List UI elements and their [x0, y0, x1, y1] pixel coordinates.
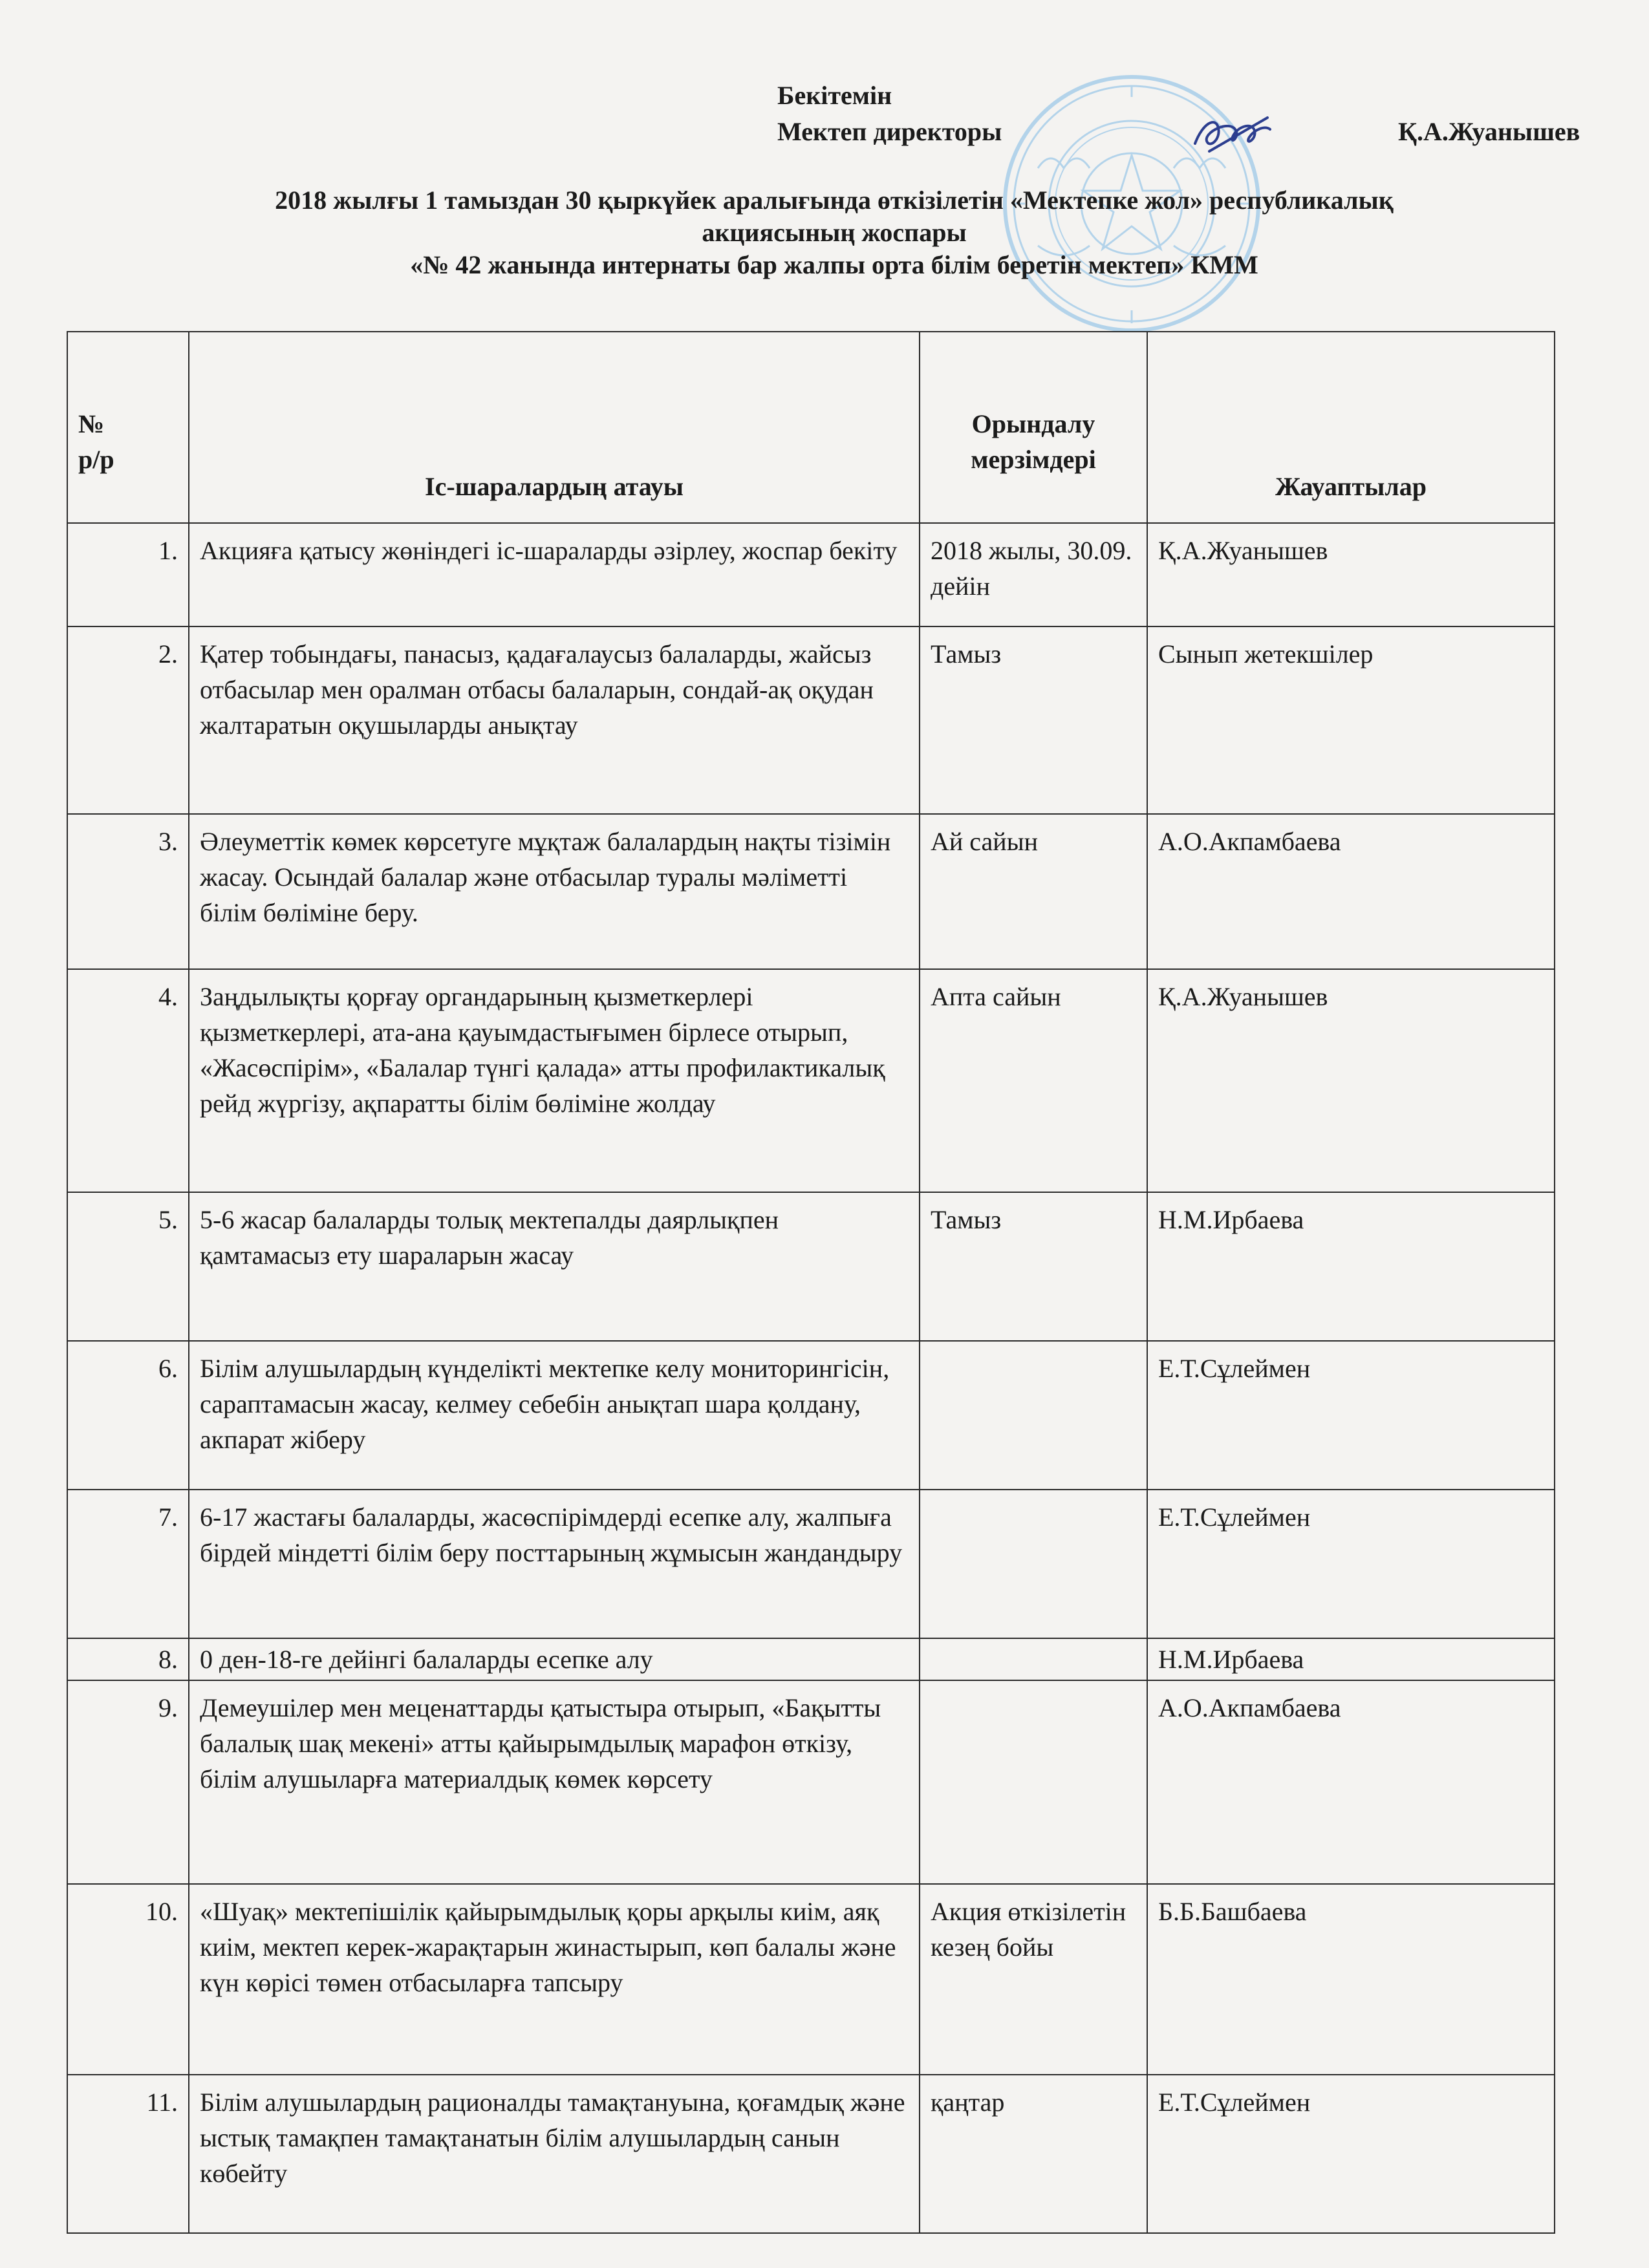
table-row: [67, 1680, 1555, 1884]
header-deadline: [920, 332, 1147, 523]
row-number: 8.: [67, 1638, 189, 1680]
row-deadline: қаңтар: [920, 2075, 1147, 2233]
row-deadline: [920, 1341, 1147, 1490]
row-number: 4.: [67, 969, 189, 1192]
header-deadline-line-2: мерзімдері: [971, 445, 1096, 474]
director-name: Қ.А.Жуанышев: [1398, 117, 1580, 146]
row-number: 2.: [67, 626, 189, 814]
row-event-name: Демеушілер мен меценаттарды қатыстыра отырып, «Бақытты балалық шақ мекені» атты қайырымдылық марафон өткізу, білім алушыларға материалдық көмек көрсету: [189, 1680, 920, 1884]
row-event-name: Заңдылықты қорғау органдарының қызметкерлері қызметкерлері, ата-ана қауымдастығымен бірлесе отырып, «Жасөспірім», «Балалар түнгі қалада» атты профилактикалық рейд жүргізу, ақпаратты білім бөліміне жолдау: [189, 969, 920, 1192]
title-line-3: «№ 42 жанында интернаты бар жалпы орта білім беретін мектеп» КММ: [410, 250, 1258, 279]
table-row: [67, 1192, 1555, 1341]
row-event-name: Қатер тобындағы, панасыз, қадағалаусыз балаларды, жайсыз отбасылар мен оралман отбасы балаларын, сондай-ақ оқудан жалтаратын оқушыларды анықтау: [189, 626, 920, 814]
row-number: 10.: [67, 1884, 189, 2075]
row-responsible: А.О.Акпамбаева: [1147, 1680, 1555, 1884]
header-number-label: р/р: [78, 445, 114, 474]
row-number: 1.: [67, 523, 189, 626]
row-number: 3.: [67, 814, 189, 969]
header-responsible: Жауаптылар: [1147, 332, 1555, 523]
row-event-name: Әлеуметтік көмек көрсетуге мұқтаж балалардың нақты тізімін жасау. Осындай балалар және отбасылар туралы мәліметті білім бөліміне беру.: [189, 814, 920, 969]
row-responsible: Б.Б.Башбаева: [1147, 1884, 1555, 2075]
row-responsible: Сынып жетекшілер: [1147, 626, 1555, 814]
row-event-name: Акцияға қатысу жөніндегі іс-шараларды әзірлеу, жоспар бекіту: [189, 523, 920, 626]
row-responsible: А.О.Акпамбаева: [1147, 814, 1555, 969]
row-responsible: Е.Т.Сұлеймен: [1147, 1490, 1555, 1638]
row-number: 9.: [67, 1680, 189, 1884]
row-responsible: Н.М.Ирбаева: [1147, 1638, 1555, 1680]
row-deadline: Апта сайын: [920, 969, 1147, 1192]
title-line-2: акциясының жоспары: [702, 218, 967, 247]
row-deadline: [920, 1680, 1147, 1884]
table-row: [67, 814, 1555, 969]
table-row: [67, 1884, 1555, 2075]
row-responsible: Қ.А.Жуанышев: [1147, 969, 1555, 1192]
row-event-name: 5-6 жасар балаларды толық мектепалды даярлықпен қамтамасыз ету шараларын жасау: [189, 1192, 920, 1341]
row-event-name: 0 ден-18-ге дейінгі балаларды есепке алу: [189, 1638, 920, 1680]
row-responsible: Е.Т.Сұлеймен: [1147, 2075, 1555, 2233]
table-row: [67, 1490, 1555, 1638]
document-title: [65, 184, 1604, 281]
table-header-row: [67, 332, 1555, 523]
row-deadline: [920, 1490, 1147, 1638]
row-responsible: Е.Т.Сұлеймен: [1147, 1341, 1555, 1490]
row-number: 7.: [67, 1490, 189, 1638]
row-number: 11.: [67, 2075, 189, 2233]
table-row: [67, 1341, 1555, 1490]
director-role: Мектеп директоры: [777, 117, 1002, 146]
row-deadline: Ай сайын: [920, 814, 1147, 969]
header-event-name: Іс-шаралардың атауы: [189, 332, 920, 523]
row-number: 5.: [67, 1192, 189, 1341]
row-event-name: Білім алушылардың рационалды тамақтануына, қоғамдық және ыстық тамақпен тамақтанатын білім алушылардың санын көбейту: [189, 2075, 920, 2233]
row-deadline: [920, 1638, 1147, 1680]
header-number: [67, 332, 189, 523]
header-deadline-line-1: Орындалу: [971, 409, 1095, 438]
table-row: [67, 523, 1555, 626]
row-responsible: Н.М.Ирбаева: [1147, 1192, 1555, 1341]
director-signature-icon: [1190, 103, 1274, 162]
table-row: [67, 969, 1555, 1192]
action-plan-table: [67, 331, 1555, 2234]
row-deadline: Тамыз: [920, 1192, 1147, 1341]
row-responsible: Қ.А.Жуанышев: [1147, 523, 1555, 626]
table-row: [67, 1638, 1555, 1680]
title-line-1: 2018 жылғы 1 тамыздан 30 қыркүйек аралығында өткізілетін «Мектепке жол» республикалық: [275, 186, 1394, 215]
row-deadline: Акция өткізілетін кезең бойы: [920, 1884, 1147, 2075]
table-row: [67, 2075, 1555, 2233]
row-deadline: Тамыз: [920, 626, 1147, 814]
row-deadline: 2018 жылы, 30.09. дейін: [920, 523, 1147, 626]
row-event-name: Білім алушылардың күнделікті мектепке келу мониторингісін, сараптамасын жасау, келмеу себебін анықтап шара қолдану, акпарат жіберу: [189, 1341, 920, 1490]
row-event-name: 6-17 жастағы балаларды, жасөспірімдерді есепке алу, жалпыға бірдей міндетті білім беру посттарының жұмысын жандандыру: [189, 1490, 920, 1638]
table-row: [67, 626, 1555, 814]
approval-heading: Бекітемін: [777, 81, 892, 110]
row-number: 6.: [67, 1341, 189, 1490]
row-event-name: «Шуақ» мектепішілік қайырымдылық қоры арқылы киім, аяқ киім, мектеп керек-жарақтарын жинастырып, көп балалы және күн көрісі төмен отбасыларға тапсыру: [189, 1884, 920, 2075]
header-number-symbol: №: [78, 409, 105, 438]
